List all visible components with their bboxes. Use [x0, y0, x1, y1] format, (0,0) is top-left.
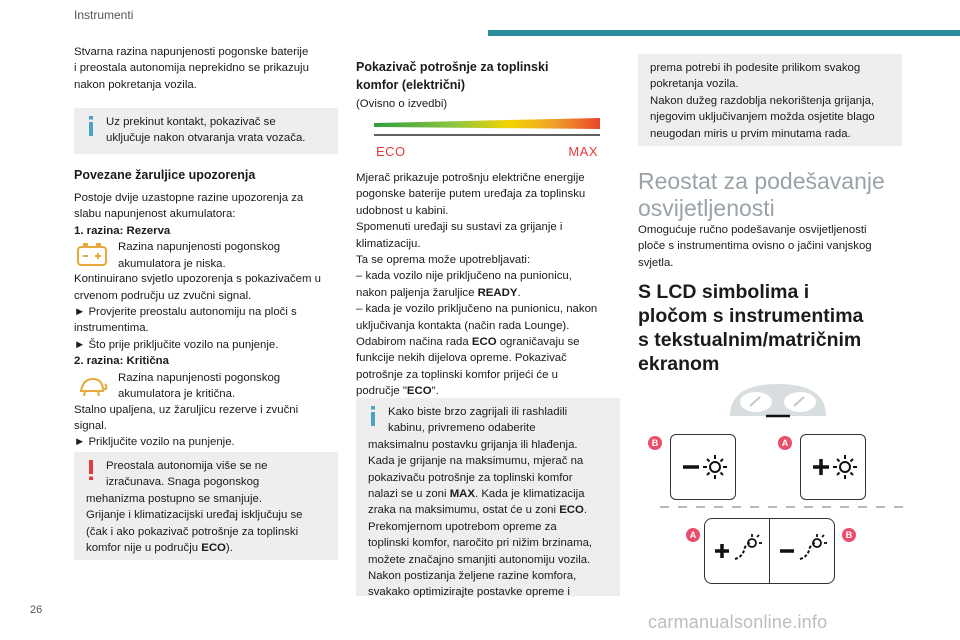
subtitle: (Ovisno o izvedbi)	[356, 98, 448, 110]
info-box-contact	[74, 108, 338, 154]
brightness-minus-icon	[671, 435, 734, 498]
gauge-bar	[372, 118, 602, 140]
instrument-panel-icon	[726, 380, 830, 420]
level1-line: akumulatora je niska.	[118, 257, 226, 270]
h1-line: s tekstualnim/matričnim	[638, 329, 862, 351]
badge-b: B	[648, 436, 662, 450]
body-line: Odabirom načina rada ECO ograničavaju se	[356, 336, 580, 349]
page-number: 26	[30, 604, 43, 616]
info-line: pokretanja vozila.	[650, 78, 739, 91]
warning-line: (čak i ako pokazivač potrošnje za toplinski	[86, 525, 299, 538]
brightness-plus-icon	[801, 435, 864, 498]
level1-line: Razina napunjenosti pogonskog	[118, 241, 281, 254]
info-line: svakako optimizirajte postavke opreme i	[368, 586, 570, 599]
h1-line: ekranom	[638, 353, 720, 375]
intro-line: i preostala autonomija neprekidno se prikazuju	[74, 62, 309, 75]
badge-a: A	[778, 436, 792, 450]
body-line: funkcije nekih dijelova opreme. Pokazivač	[356, 352, 567, 365]
info-line: možete značajno smanjiti autonomiju vozila.	[368, 553, 591, 566]
info-line: Uz prekinut kontakt, pokazivač se	[106, 116, 276, 128]
info-line: zraka na maksimumu, ostat će u zoni ECO.	[368, 504, 588, 517]
body-line: Postoje dvije uzastopne razine upozorenja za	[74, 192, 304, 204]
col1-body	[74, 190, 338, 451]
thermal-gauge	[372, 118, 602, 166]
intro-line: nakon pokretanja vozila.	[74, 78, 197, 91]
level2-line: Razina napunjenosti pogonskog	[118, 371, 281, 384]
badge-b: B	[842, 528, 856, 542]
info-line: nalazi se u zoni MAX. Kada je klimatizacija	[368, 488, 585, 501]
level2-row	[74, 370, 338, 402]
body-line: ► Provjerite preostalu autonomiju na ploči s	[74, 306, 297, 319]
lcd-heading	[638, 280, 902, 376]
info-line: maksimalnu postavku grijanja ili hlađenja.	[368, 438, 578, 451]
h1-line: pločom s instrumentima	[638, 305, 864, 327]
col1-intro	[74, 44, 338, 93]
info-icon	[368, 406, 378, 426]
level2-title: 2. razina: Kritična	[74, 355, 169, 368]
body-line: Mjerač prikazuje potrošnju električne energije	[356, 172, 585, 184]
heading-line: komfor (električni)	[356, 78, 466, 92]
info-line: prema potrebi ih podesite prilikom svakog	[650, 62, 861, 74]
lcd-brightness-plus-icon	[705, 519, 768, 582]
info-line: Prekomjernom upotrebom opreme za	[368, 520, 557, 533]
section-body	[638, 222, 902, 271]
section-title-line: Reostat za podešavanje	[638, 168, 885, 194]
battery-reserve-icon	[76, 241, 108, 269]
info-line: Kada je grijanje na maksimumu, mjerač na	[368, 455, 584, 468]
body-line: instrumentima.	[74, 322, 149, 335]
heading-warning-lights: Povezane žaruljice upozorenja	[74, 168, 256, 182]
body-line: Spomenuti uređaji su sustavi za grijanje i	[356, 221, 563, 234]
body-line: nakon paljenja žaruljice READY.	[356, 286, 521, 299]
body-line: područje "ECO".	[356, 385, 439, 398]
info-line: kabinu, privremeno odaberite	[388, 422, 536, 435]
body-line: ► Priključite vozilo na punjenje.	[74, 436, 235, 449]
level2-line: akumulatora je kritična.	[118, 388, 236, 401]
info-line: Nakon dužeg razdoblja nekorištenja grijanja,	[650, 94, 875, 107]
rocker-minus-button[interactable]	[769, 518, 835, 584]
info-icon	[86, 116, 96, 136]
level1-title: 1. razina: Rezerva	[74, 224, 171, 237]
badge-a: A	[686, 528, 700, 542]
dashed-divider	[660, 504, 904, 510]
info-line: njegovim uključivanjem možda osjetite blago	[650, 111, 875, 124]
warning-box	[74, 452, 338, 560]
body-line: Ta se oprema može upotrebljavati:	[356, 254, 531, 267]
body-line: Kontinuirano svjetlo upozorenja s pokazivačem u	[74, 273, 321, 286]
body-line: pogonske baterije putem uređaja za toplinsku	[356, 188, 586, 201]
body-line: – kada vozilo nije priključeno na punionicu,	[356, 270, 572, 283]
header-accent-bar	[488, 30, 960, 36]
body-line: uključivanja kontakta (način rada Lounge).	[356, 319, 570, 332]
warning-line: mehanizma postupno se smanjuje.	[86, 492, 263, 505]
info-line: Nakon postizanja željene razine komfora,	[368, 570, 577, 583]
info-line: neugodan miris u prvim minutama rada.	[650, 127, 851, 140]
body-line: ploče s instrumentima ovisno o jačini vanjskog	[638, 240, 872, 253]
col2-heading	[356, 58, 620, 94]
info-box-thermal	[356, 398, 620, 599]
info-line: Kako biste brzo zagrijali ili rashladili	[388, 406, 568, 418]
body-line: klimatizaciju.	[356, 237, 421, 250]
warning-line: Preostala autonomija više se ne	[106, 460, 268, 472]
body-line: Omogućuje ručno podešavanje osvijetljenosti	[638, 224, 867, 236]
info-line: toplinski komfor, naročito pri nižim brzinama,	[368, 537, 593, 550]
body-line: potrošnje za toplinski komfor prijeći će u	[356, 368, 558, 381]
gauge-min-label: ECO	[376, 144, 406, 159]
col2-body	[356, 170, 620, 400]
body-line: slabu napunjenost akumulatora:	[74, 208, 236, 221]
section-title-line: osvijetljenosti	[638, 195, 775, 221]
info-line: uključuje nakon otvaranja vrata vozača.	[106, 132, 306, 145]
turtle-icon	[76, 372, 108, 400]
body-line: signal.	[74, 420, 107, 433]
warning-icon	[86, 460, 96, 480]
warning-line: Grijanje i klimatizacijski uređaj isključuju se	[86, 509, 303, 522]
intro-line: Stvarna razina napunjenosti pogonske baterije	[74, 46, 309, 58]
warning-line: komfor nije u području ECO).	[86, 542, 233, 555]
lcd-brightness-minus-icon	[770, 519, 833, 582]
continued-box	[638, 54, 902, 146]
rocker-plus-button[interactable]	[704, 518, 770, 584]
h1-line: S LCD simbolima i	[638, 281, 810, 303]
heading-line: Pokazivač potrošnje za toplinski	[356, 60, 549, 74]
body-line: ► Što prije priključite vozilo na punjenje.	[74, 338, 279, 351]
watermark: carmanualsonline.info	[648, 612, 828, 632]
level1-row	[74, 239, 338, 271]
warning-line: izračunava. Snaga pogonskog	[106, 476, 260, 489]
section-title	[638, 168, 902, 222]
body-line: – kada je vozilo priključeno na punionicu, nakon	[356, 303, 598, 316]
info-line: pokazivaču potrošnje za toplinski komfor	[368, 471, 573, 484]
header-title: Instrumenti	[74, 8, 134, 22]
gauge-max-label: MAX	[568, 144, 598, 159]
body-line: svjetla.	[638, 256, 674, 269]
body-line: udobnost u kabini.	[356, 204, 449, 217]
body-line: Stalno upaljena, uz žaruljicu rezerve i zvučni	[74, 403, 299, 416]
dim-minus-button[interactable]	[670, 434, 736, 500]
dim-plus-button[interactable]	[800, 434, 866, 500]
body-line: crvenom području uz zvučni signal.	[74, 289, 252, 302]
